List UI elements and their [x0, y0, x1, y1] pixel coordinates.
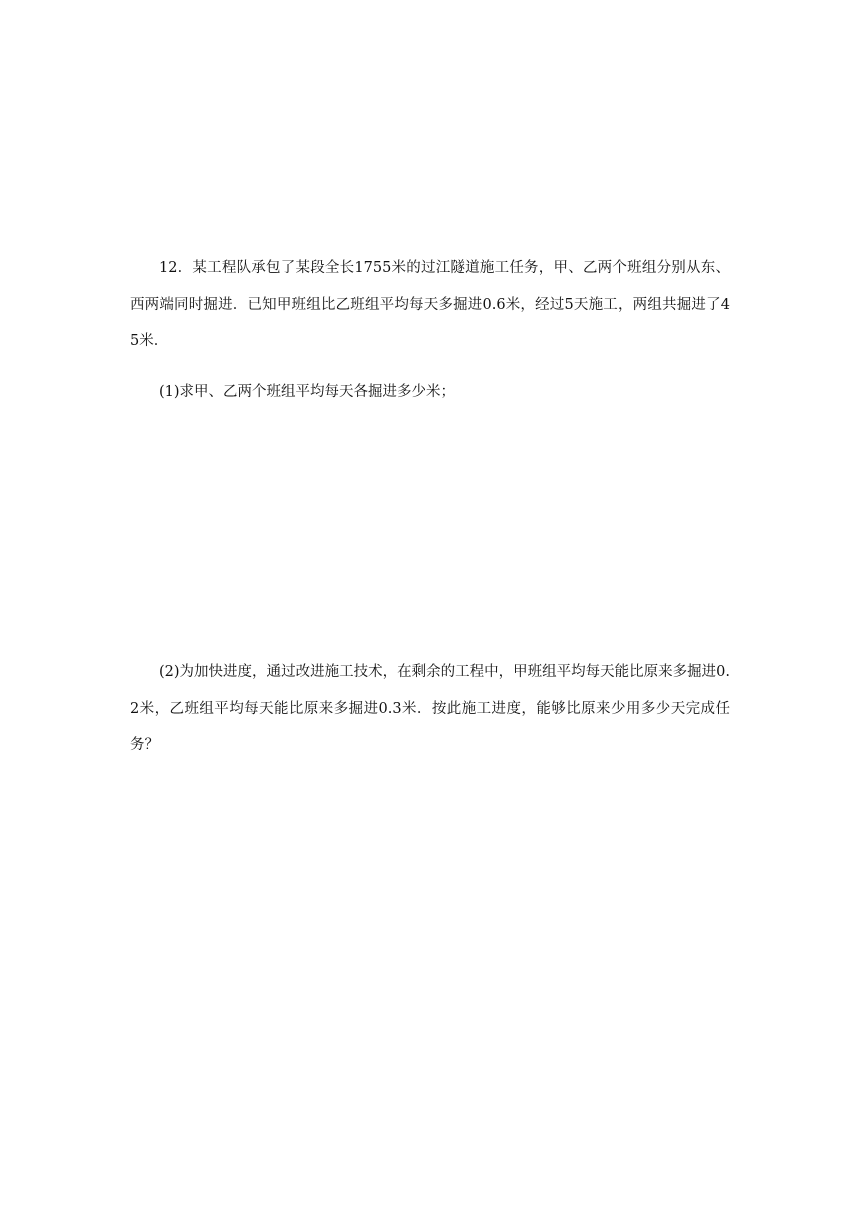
sub-question-2 — [130, 654, 730, 764]
problem-stem — [130, 250, 730, 360]
sub-question-1-text: (1)求甲、乙两个班组平均每天各掘进多少米； — [159, 384, 456, 400]
sub-question-1 — [130, 374, 730, 411]
sub-question-2-text: (2)为加快进度，通过改进施工技术，在剩余的工程中，甲班组平均每天能比原来多掘进0.2米，乙班组平均每天能比原来多掘进0.3米．按此施工进度，能够比原来少用多少天完成任务？ — [130, 664, 730, 753]
problem-stem-text: 12．某工程队承包了某段全长1755米的过江隧道施工任务，甲、乙两个班组分别从东、西两端同时掘进．已知甲班组比乙班组平均每天多掘进0.6米，经过5天施工，两组共掘进了45米． — [130, 260, 730, 349]
